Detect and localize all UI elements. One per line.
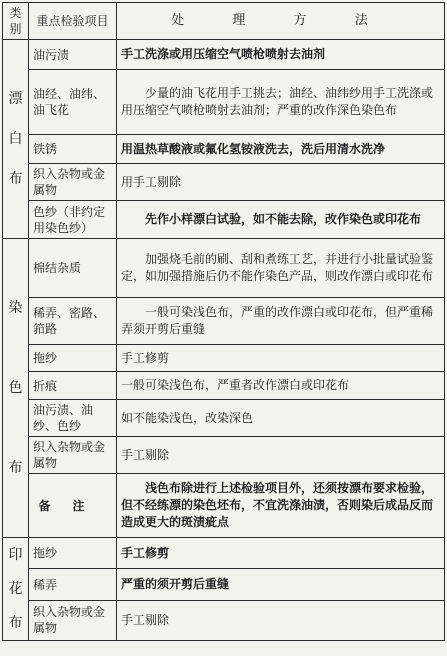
- table-row: [3, 372, 445, 400]
- category-printed-cloth: 印 花 布: [3, 538, 29, 641]
- table-row: [3, 201, 445, 239]
- table-row: [3, 400, 445, 437]
- table-row: [3, 600, 445, 640]
- category-bleached-cloth: 漂 白 布: [3, 40, 29, 239]
- table-row: [3, 70, 445, 135]
- method-cell: 少量的油飞花用手工挑去；油经、油纬纱用手工洗涤或用压缩空气喷枪喷射去油剂；严重的改作深色染色布: [117, 70, 445, 135]
- inspection-table-sheet: [2, 2, 444, 653]
- header-method: 处 理 方 法: [117, 3, 445, 40]
- table-row: [3, 40, 445, 70]
- method-cell: 先作小样漂白试验，如不能去除，改作染色或印花布: [117, 201, 445, 239]
- header-row: [3, 3, 445, 40]
- item-cell: 织入杂物或金属物: [29, 437, 117, 474]
- inspection-table: [2, 2, 445, 641]
- item-cell: 稀弄: [29, 569, 117, 600]
- method-cell: 严重的须开剪后重缝: [117, 569, 445, 600]
- item-cell: 油污渍: [29, 40, 117, 70]
- item-cell: 稀弄、密路、筘路: [29, 298, 117, 345]
- item-cell: 织入杂物或金属物: [29, 600, 117, 640]
- table-row: [3, 298, 445, 345]
- method-cell: 一般可染浅色布，严重者改作漂白或印花布: [117, 372, 445, 400]
- table-row: [3, 345, 445, 372]
- method-cell: 手工修剪: [117, 345, 445, 372]
- table-row: [3, 437, 445, 474]
- item-cell: 油经、油纬、油飞花: [29, 70, 117, 135]
- method-cell: 手工剔除: [117, 437, 445, 474]
- method-cell: 手工修剪: [117, 538, 445, 569]
- item-cell: 拖纱: [29, 345, 117, 372]
- table-row: [3, 135, 445, 164]
- item-cell: 织入杂物或金属物: [29, 164, 117, 201]
- item-cell: 油污渍、油纱、色纱: [29, 400, 117, 437]
- table-row: [3, 569, 445, 600]
- item-cell: 折痕: [29, 372, 117, 400]
- remarks-text: 浅色布除进行上述检验项目外，还须按漂布要求检验，但不经练漂的染色坯布，不宜洗涤油渍，否则染后成品反而造成更大的斑渍疵点: [117, 474, 445, 538]
- method-cell: 手工洗涤或用压缩空气喷枪喷射去油剂: [117, 40, 445, 70]
- table-row: [3, 164, 445, 201]
- category-dyed-cloth: 染 色 布: [3, 239, 29, 538]
- method-cell: 加强烧毛前的刷、刮和煮练工艺，并进行小批量试验鉴定，如加强措施后仍不能作染色产品，则改作漂白或印花布: [117, 239, 445, 298]
- header-item: 重点检验项目: [29, 3, 117, 40]
- method-cell: 用温热草酸液或氟化氢铵液洗去，洗后用清水洗净: [117, 135, 445, 164]
- table-row: [3, 239, 445, 298]
- remarks-label: 备注: [29, 474, 117, 538]
- method-cell: 如不能染浅色，改染深色: [117, 400, 445, 437]
- method-cell: 用手工剔除: [117, 164, 445, 201]
- header-category: 类别: [3, 3, 29, 40]
- table-row: [3, 474, 445, 538]
- table-row: [3, 538, 445, 569]
- item-cell: 色纱（非约定用染色纱）: [29, 201, 117, 239]
- item-cell: 棉结杂质: [29, 239, 117, 298]
- item-cell: 拖纱: [29, 538, 117, 569]
- method-cell: 手工剔除: [117, 600, 445, 640]
- method-cell: 一般可染浅色布，严重的改作漂白或印花布，但严重稀弄须开剪后重缝: [117, 298, 445, 345]
- item-cell: 铁锈: [29, 135, 117, 164]
